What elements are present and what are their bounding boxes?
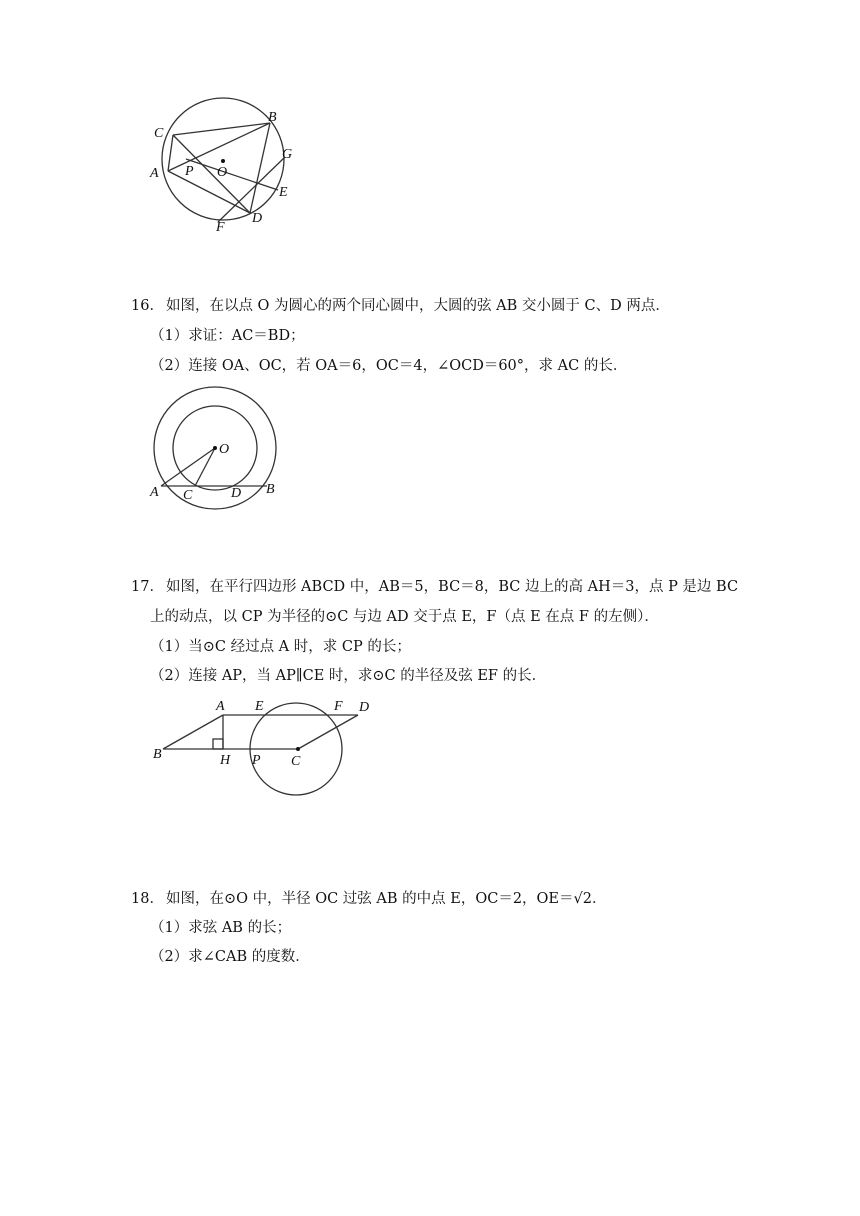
problem-17-text-1: 如图，在平行四边形 ABCD 中，AB＝5，BC＝8，BC 边上的高 AH＝3，点 P 是边 BC	[165, 579, 739, 595]
segment-ab	[168, 123, 270, 171]
label-a: A	[216, 699, 225, 714]
segment-bd	[250, 123, 270, 213]
figure-15-circle	[140, 95, 310, 240]
problem-17-part-1: （1）当⊙C 经过点 A 时，求 CP 的长；	[150, 639, 411, 655]
label-d: D	[231, 486, 242, 501]
side-cd	[298, 715, 358, 749]
problem-16-stem	[131, 296, 670, 316]
figure-16-concentric-circles	[145, 385, 290, 515]
problem-18-part-1: （1）求弦 AB 的长；	[150, 920, 292, 936]
label-e: E	[255, 699, 264, 714]
segment-ad	[168, 171, 250, 213]
side-ab	[163, 715, 223, 749]
problem-17-number: 17．	[131, 579, 164, 595]
problem-16-part-1: （1）求证：AC＝BD；	[150, 328, 305, 344]
segment-ca	[168, 135, 173, 171]
label-d: D	[359, 700, 370, 715]
center-o-dot	[213, 446, 217, 450]
right-angle-mark	[213, 739, 223, 749]
segment-pe	[186, 159, 278, 190]
segment-oc	[195, 448, 215, 486]
problem-17-stem-line2: 上的动点，以 CP 为半径的⊙C 与边 AD 交于点 E，F（点 E 在点 F 的左侧）．	[150, 609, 659, 625]
problem-17-stem-line1	[131, 577, 738, 597]
problem-18-number: 18．	[131, 891, 164, 907]
label-b: B	[268, 110, 277, 125]
problem-18-text: 如图，在⊙O 中，半径 OC 过弦 AB 的中点 E，OC＝2，OE＝√2．	[165, 891, 607, 907]
center-c-dot	[296, 747, 300, 751]
label-d: D	[252, 211, 263, 226]
label-p: P	[252, 753, 261, 768]
label-a: A	[150, 166, 159, 181]
label-f: F	[334, 699, 343, 714]
label-o: O	[219, 442, 230, 457]
label-h: H	[220, 753, 231, 768]
label-b: B	[153, 747, 162, 762]
label-f: F	[216, 220, 225, 235]
label-e: E	[279, 185, 288, 200]
label-b: B	[266, 482, 275, 497]
problem-16-number: 16．	[131, 298, 164, 314]
label-a: A	[150, 485, 159, 500]
problem-18-part-2: （2）求∠CAB 的度数．	[150, 949, 310, 965]
label-g: G	[282, 147, 293, 162]
label-p: P	[185, 164, 194, 179]
label-c: C	[154, 126, 164, 141]
label-o: O	[217, 165, 228, 180]
problem-18-stem	[131, 889, 606, 909]
segment-cb	[173, 123, 270, 135]
figure-17-parallelogram	[150, 692, 380, 802]
problem-17-part-2: （2）连接 AP，当 AP∥CE 时，求⊙C 的半径及弦 EF 的长．	[150, 668, 547, 684]
center-o-dot	[221, 159, 225, 163]
label-c: C	[183, 488, 193, 503]
problem-16-part-2: （2）连接 OA、OC，若 OA＝6，OC＝4，∠OCD＝60°，求 AC 的长．	[150, 358, 628, 374]
label-c: C	[291, 754, 301, 769]
problem-16-text: 如图，在以点 O 为圆心的两个同心圆中，大圆的弦 AB 交小圆于 C、D 两点．	[165, 298, 670, 314]
